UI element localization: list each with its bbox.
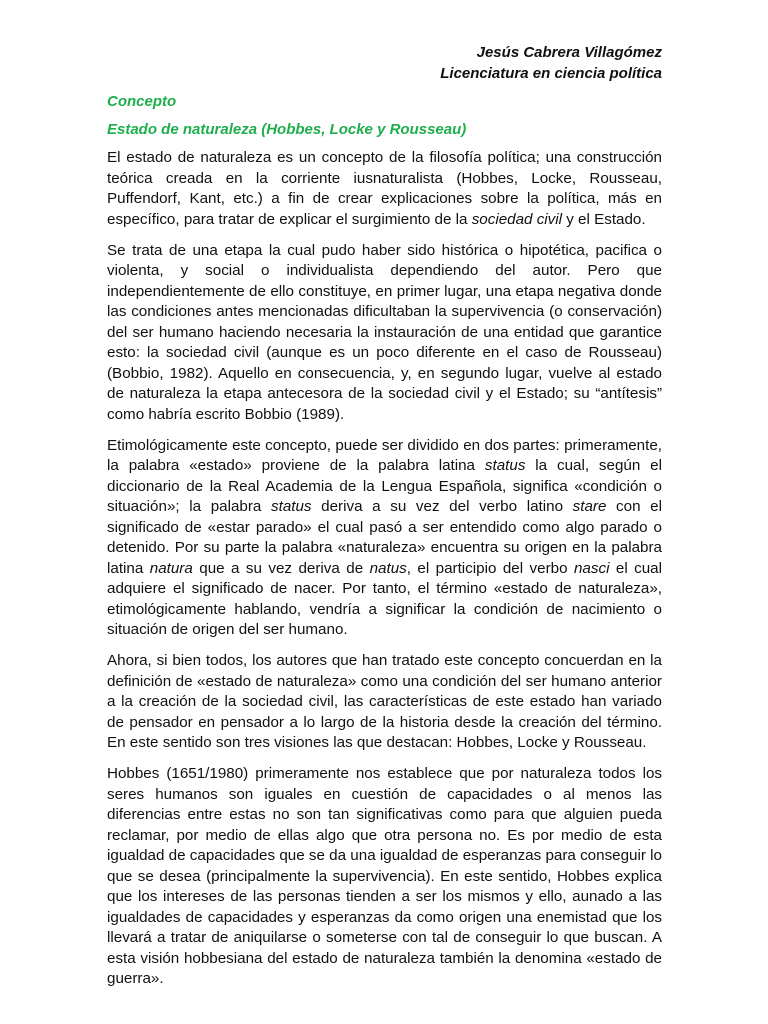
- text-run: Ahora, si bien todos, los autores que han tratado este concepto concuerdan en la definición de «estado de naturaleza» como una condición del ser humano anterior a la creación de la sociedad civil, las características de este estado han variado de pensador en pensador a lo largo de la historia desde la creación del término. En este sentido son tres visiones las que destacan: Hobbes, Locke y Rousseau.: [107, 652, 662, 751]
- italic-term: nasci: [573, 559, 610, 577]
- text-run: la cual, según el diccionario de la Real Academia de la Lengua Española, significa «condición o situación»; la palabra: [107, 457, 663, 515]
- document-header: [107, 42, 662, 84]
- text-run: con el significado de «estar parado» el cual pasó a ser entendido como algo parado o detenido. Por su parte la palabra «naturaleza» encuentra su origen en la palabra latina: [107, 498, 662, 577]
- text-run: el cual adquiere el significado de nacer. Por tanto, el término «estado de naturaleza», etimológicamente hablando, vendría a significar la condición de nacimiento o situación de origen del ser humano.: [107, 559, 662, 638]
- section-title: Concepto: [107, 93, 177, 110]
- paragraph-hobbes: [107, 764, 662, 990]
- text-run: y el Estado.: [562, 210, 646, 228]
- italic-term: sociedad civil: [471, 210, 563, 228]
- text-run: El estado de naturaleza es un concepto de la filosofía política; una construcción teórica creada en la corriente iusnaturalista (Hobbes, Locke, Rousseau, Puffendorf, Kant, etc.) a fin de crear explicaciones sobre la política, más en específico, para tratar de explicar el surgimiento de la: [107, 149, 662, 228]
- text-run: Etimológicamente este concepto, puede ser dividido en dos partes: primeramente, la palabra «estado» proviene de la palabra latina: [107, 436, 662, 474]
- document-page: [107, 42, 662, 990]
- text-run: , el participio del verbo: [406, 559, 574, 577]
- paragraph-etymology: [107, 436, 662, 641]
- italic-term: status: [484, 457, 526, 474]
- paragraph-authors: [107, 651, 662, 754]
- text-run: Hobbes (1651/1980) primeramente nos establece que por naturaleza todos los seres humanos son iguales en cuestión de capacidades o al menos las diferencias entre estas no son tan significativas como para que alguien pueda reclamar, por medio de ellas algo que otra persona no. Es por medio de esta igualdad de capacidades que se da una igualdad de esperanzas para conseguir lo que se desea (principalmente la supervivencia). En este sentido, Hobbes explica que los intereses de las personas tienden a ser los mismos y ello, aunado a las igualdades de capacidades y esperanzas da como origen una enemistad que los llevará a tratar de aniquilarse o someterse con tal de conseguir lo que buscan. A esta visión hobbesiana del estado de naturaleza también la denomina «estado de guerra».: [107, 765, 662, 987]
- italic-term: natura: [149, 559, 193, 577]
- author-name: Jesús Cabrera Villagómez: [476, 44, 662, 61]
- text-run: deriva a su vez del verbo latino: [311, 498, 573, 515]
- italic-term: status: [271, 498, 312, 515]
- program-name: Licenciatura en ciencia política: [440, 65, 662, 82]
- paragraph-stage: [107, 241, 662, 426]
- paragraph-definition: [107, 148, 662, 230]
- italic-term: stare: [572, 498, 607, 515]
- italic-term: natus: [369, 559, 407, 577]
- text-run: que a su vez deriva de: [192, 559, 370, 577]
- text-run: Se trata de una etapa la cual pudo haber sido histórica o hipotética, pacifica o violenta, y social o individualista dependiendo del autor. Pero que independientemente de ello constituye, en primer lugar, una etapa negativa donde las condiciones antes mencionadas dificultaban la supervivencia (o conservación) del ser humano haciendo necesaria la instauración de una entidad que garantice esto: la sociedad civil (aunque es un poco diferente en el caso de Rousseau) (Bobbio, 1982). Aquello en consecuencia, y, en segundo lugar, vuelve al estado de naturaleza la etapa antecesora de la sociedad civil y el Estado; su “antítesis” como habría escrito Bobbio (1989).: [107, 241, 662, 423]
- section-subtitle: Estado de naturaleza (Hobbes, Locke y Rousseau): [107, 121, 467, 138]
